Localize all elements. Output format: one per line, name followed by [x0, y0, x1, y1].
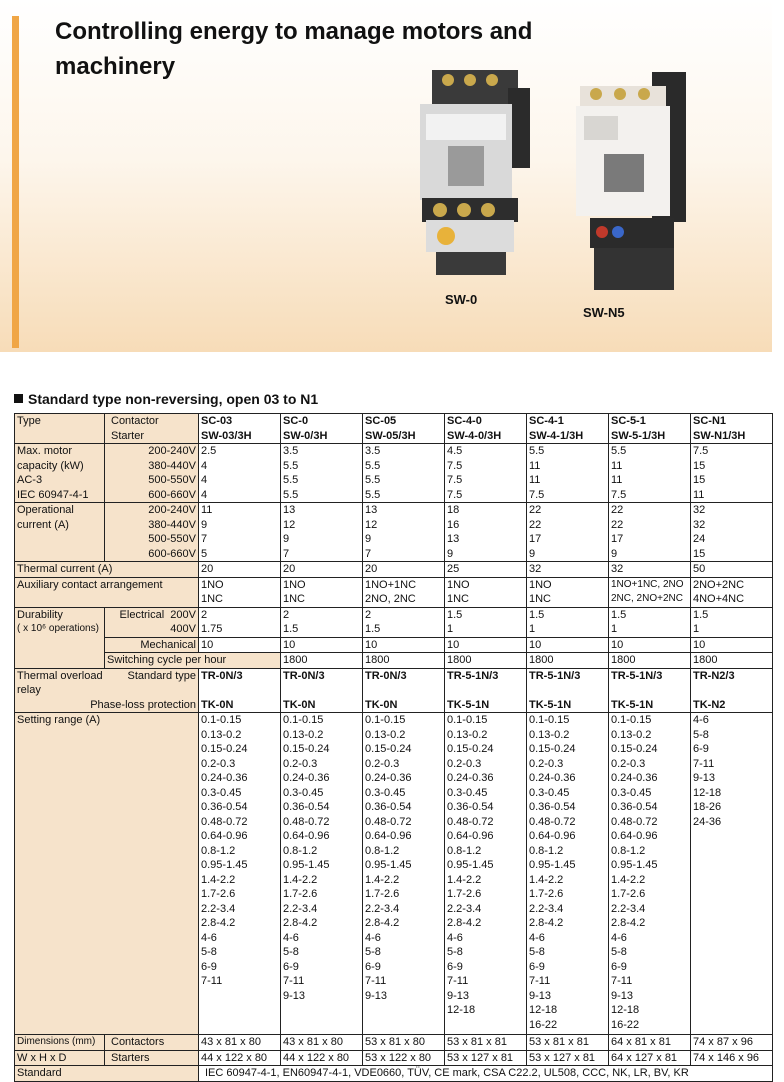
- setting-range-value: 6-9: [201, 960, 217, 973]
- setting-range-value: 4-6: [611, 931, 627, 944]
- cell-ranges: [363, 713, 445, 1035]
- cell-dim: 53 x 127 x 81: [527, 1050, 609, 1066]
- setting-range-value: 1.4-2.2: [447, 873, 482, 886]
- row-durability-mechanical: [15, 637, 773, 653]
- setting-range-value: 0.64-0.96: [283, 830, 330, 842]
- bullet-square-icon: [14, 394, 23, 403]
- setting-range-value: 1.7-2.6: [201, 888, 236, 900]
- setting-range-value: 0.2-0.3: [447, 757, 482, 770]
- cell-durability: 2 1.5: [281, 607, 363, 637]
- setting-range-value: 0.8-1.2: [611, 844, 646, 857]
- cell-durability: 1.5 1: [691, 607, 773, 637]
- setting-range-value: 7-11: [365, 975, 387, 987]
- setting-range-value: 6-9: [693, 743, 709, 755]
- setting-range-value: 0.15-0.24: [283, 743, 330, 755]
- setting-range-value: 1.7-2.6: [283, 888, 318, 900]
- cell-current: 13 12 9 7: [281, 503, 363, 562]
- cell-mech: 10: [363, 637, 445, 653]
- cell-dim: 53 x 81 x 80: [363, 1035, 445, 1051]
- setting-range-value: 0.15-0.24: [529, 743, 576, 755]
- product-label-sw0: SW-0: [445, 292, 478, 307]
- setting-range-value: 0.64-0.96: [611, 830, 658, 842]
- setting-range-value: 0.3-0.45: [365, 786, 406, 799]
- cell-model: SC-4-1 SW-4-1/3H: [527, 414, 609, 444]
- setting-range-value: 0.15-0.24: [201, 743, 248, 755]
- row-overload-relay: [15, 668, 773, 713]
- setting-range-value: 0.1-0.15: [365, 714, 406, 726]
- cell-motor: 4.5 7.5 7.5 7.5: [445, 444, 527, 503]
- cell-standard-label: Standard: [15, 1066, 199, 1082]
- cell-dimensions-label: Dimensions (mm): [15, 1035, 105, 1051]
- setting-range-value: 0.64-0.96: [529, 830, 576, 842]
- setting-range-value: 2.8-4.2: [283, 917, 318, 929]
- setting-range-value: 0.24-0.36: [201, 772, 248, 784]
- spec-table: [14, 413, 773, 1082]
- row-thermal-current: [15, 562, 773, 578]
- cell-mech: 10: [609, 637, 691, 653]
- row-durability-electrical: [15, 607, 773, 637]
- setting-range-value: 2.8-4.2: [447, 917, 482, 929]
- accent-bar: [12, 16, 19, 348]
- cell-dim: 44 x 122 x 80: [281, 1050, 363, 1066]
- cell-dim: 64 x 127 x 81: [609, 1050, 691, 1066]
- setting-range-value: 0.36-0.54: [365, 801, 412, 813]
- cell-ranges: [445, 713, 527, 1035]
- setting-range-value: 9-13: [693, 772, 716, 784]
- row-type: [15, 414, 773, 444]
- cell-relay: TR-5-1N/3 TK-5-1N: [445, 668, 527, 713]
- cell-aux: 1NO 1NC: [281, 577, 363, 607]
- cell-relay: TR-0N/3 TK-0N: [199, 668, 281, 713]
- cell-durability: 2 1.75: [199, 607, 281, 637]
- cell-thermal: 25: [445, 562, 527, 578]
- cell-ranges: [199, 713, 281, 1035]
- setting-range-value: 4-6: [447, 931, 463, 944]
- contactor-sw0-image: [412, 70, 530, 275]
- setting-range-value: 2.2-3.4: [365, 902, 400, 915]
- setting-range-value: 9-13: [611, 989, 634, 1002]
- cell-dim: 53 x 81 x 81: [527, 1035, 609, 1051]
- cell-electrical-label: Electrical 200V 400V: [105, 607, 199, 637]
- setting-range-value: 0.13-0.2: [365, 728, 406, 741]
- setting-range-value: 9-13: [365, 989, 388, 1002]
- cell-aux: 2NO+2NC 4NO+4NC: [691, 577, 773, 607]
- setting-range-value: 0.8-1.2: [365, 844, 400, 857]
- setting-range-value: 0.1-0.15: [447, 714, 488, 726]
- setting-range-value: 0.48-0.72: [201, 815, 248, 828]
- setting-range-value: 24-36: [693, 815, 722, 828]
- cell-switch: 1800: [363, 653, 445, 669]
- setting-range-value: 0.13-0.2: [283, 728, 324, 741]
- setting-range-value: 18-26: [693, 801, 722, 813]
- cell-setting-label: Setting range (A): [15, 713, 199, 1035]
- setting-range-value: 0.36-0.54: [529, 801, 576, 813]
- setting-range-value: 2.8-4.2: [201, 917, 236, 929]
- setting-range-value: 0.2-0.3: [529, 757, 564, 770]
- setting-range-value: 0.2-0.3: [365, 757, 400, 770]
- setting-range-value: 1.7-2.6: [611, 888, 646, 900]
- cell-dim: 74 x 146 x 96: [691, 1050, 773, 1066]
- cell-current: 32 32 24 15: [691, 503, 773, 562]
- cell-relay: TR-0N/3 TK-0N: [281, 668, 363, 713]
- setting-range-value: 0.15-0.24: [365, 743, 412, 755]
- cell-type-label: Type: [15, 414, 105, 444]
- cell-relay: TR-0N/3 TK-0N: [363, 668, 445, 713]
- setting-range-value: 1.4-2.2: [611, 873, 646, 886]
- setting-range-value: 0.48-0.72: [611, 815, 658, 828]
- cell-switch: 1800: [281, 653, 363, 669]
- setting-range-value: 0.2-0.3: [201, 757, 236, 770]
- setting-range-value: 6-9: [365, 960, 381, 973]
- setting-range-value: 0.13-0.2: [611, 728, 652, 741]
- cell-voltages: 200-240V 380-440V 500-550V 600-660V: [105, 503, 199, 562]
- cell-ranges: [691, 713, 773, 1035]
- setting-range-value: 12-18: [529, 1004, 558, 1016]
- cell-motor: 7.5 15 15 11: [691, 444, 773, 503]
- setting-range-value: 7-11: [447, 975, 469, 987]
- setting-range-value: 0.24-0.36: [283, 772, 330, 784]
- setting-range-value: 0.36-0.54: [447, 801, 494, 813]
- setting-range-value: 0.13-0.2: [447, 728, 488, 741]
- cell-thermal-label: Thermal current (A): [15, 562, 199, 578]
- setting-range-value: 0.95-1.45: [365, 859, 412, 871]
- cell-thermal: 32: [609, 562, 691, 578]
- setting-range-value: 4-6: [365, 931, 381, 944]
- setting-range-value: 2.8-4.2: [529, 917, 564, 929]
- cell-model: SC-05 SW-05/3H: [363, 414, 445, 444]
- cell-durability: 1.5 1: [527, 607, 609, 637]
- setting-range-value: 0.3-0.45: [201, 786, 242, 799]
- cell-switch: 1800: [691, 653, 773, 669]
- setting-range-value: 16-22: [529, 1018, 558, 1031]
- setting-range-value: 0.36-0.54: [201, 801, 248, 813]
- setting-range-value: 0.8-1.2: [447, 844, 482, 857]
- setting-range-value: 0.15-0.24: [611, 743, 658, 755]
- cell-relay: TR-N2/3 TK-N2: [691, 668, 773, 713]
- cell-dim: 53 x 127 x 81: [445, 1050, 527, 1066]
- cell-model: SC-5-1 SW-5-1/3H: [609, 414, 691, 444]
- row-switching: [15, 653, 773, 669]
- cell-thermal: 20: [363, 562, 445, 578]
- cell-thermal: 50: [691, 562, 773, 578]
- cell-relay: TR-5-1N/3 TK-5-1N: [609, 668, 691, 713]
- setting-range-value: 5-8: [201, 946, 217, 958]
- setting-range-value: 5-8: [611, 946, 627, 958]
- setting-range-value: 1.4-2.2: [201, 873, 236, 886]
- cell-durability: 1.5 1: [609, 607, 691, 637]
- cell-overload-label: Thermal overload Standard type relay Phase-loss protection: [15, 668, 199, 713]
- setting-range-value: 1.7-2.6: [447, 888, 482, 900]
- setting-range-value: 0.64-0.96: [365, 830, 412, 842]
- row-setting-range: [15, 713, 773, 1035]
- setting-range-value: 0.48-0.72: [283, 815, 330, 828]
- cell-model: SC-4-0 SW-4-0/3H: [445, 414, 527, 444]
- setting-range-value: 0.95-1.45: [611, 859, 658, 871]
- cell-thermal: 32: [527, 562, 609, 578]
- setting-range-value: 7-11: [611, 975, 633, 987]
- setting-range-value: 9-13: [447, 989, 470, 1002]
- cell-type-sub: Contactor Starter: [105, 414, 199, 444]
- cell-motor: 3.5 5.5 5.5 5.5: [281, 444, 363, 503]
- setting-range-value: 4-6: [283, 931, 299, 944]
- setting-range-value: 12-18: [693, 786, 722, 799]
- cell-current: 11 9 7 5: [199, 503, 281, 562]
- setting-range-value: 0.64-0.96: [201, 830, 248, 842]
- setting-range-value: 9-13: [529, 989, 552, 1002]
- cell-starters-label: Starters: [105, 1050, 199, 1066]
- cell-aux: 1NO 1NC: [199, 577, 281, 607]
- cell-dim: 43 x 81 x 80: [199, 1035, 281, 1051]
- setting-range-value: 7-11: [283, 975, 305, 987]
- cell-model: SC-N1 SW-N1/3H: [691, 414, 773, 444]
- setting-range-value: 0.15-0.24: [447, 743, 494, 755]
- cell-durability: 1.5 1: [445, 607, 527, 637]
- setting-range-value: 0.8-1.2: [201, 844, 236, 857]
- setting-range-value: 0.95-1.45: [201, 859, 248, 871]
- cell-switch: 1800: [527, 653, 609, 669]
- cell-thermal: 20: [199, 562, 281, 578]
- cell-durability-label: Durability ( x 10⁶ operations): [15, 607, 105, 668]
- cell-operational-label: Operational current (A): [15, 503, 105, 562]
- cell-max-motor-label: Max. motor capacity (kW) AC-3 IEC 60947-4-1: [15, 444, 105, 503]
- contactor-swn5-image: [574, 72, 686, 290]
- cell-ranges: [527, 713, 609, 1035]
- setting-range-value: 0.24-0.36: [611, 772, 658, 784]
- setting-range-value: 0.95-1.45: [529, 859, 576, 871]
- row-operational-current: [15, 503, 773, 562]
- cell-relay: TR-5-1N/3 TK-5-1N: [527, 668, 609, 713]
- cell-whd-label: W x H x D: [15, 1050, 105, 1066]
- cell-voltages: 200-240V 380-440V 500-550V 600-660V: [105, 444, 199, 503]
- setting-range-value: 2.2-3.4: [283, 902, 318, 915]
- setting-range-value: 0.48-0.72: [447, 815, 494, 828]
- setting-range-value: 2.2-3.4: [611, 902, 646, 915]
- setting-range-value: 0.24-0.36: [365, 772, 412, 784]
- setting-range-value: 0.24-0.36: [447, 772, 494, 784]
- setting-range-value: 0.3-0.45: [611, 786, 652, 799]
- cell-dim: 44 x 122 x 80: [199, 1050, 281, 1066]
- setting-range-value: 1.7-2.6: [365, 888, 400, 900]
- setting-range-value: 6-9: [447, 960, 463, 973]
- cell-ranges: [609, 713, 691, 1035]
- cell-dim: 53 x 81 x 81: [445, 1035, 527, 1051]
- cell-mechanical-label: Mechanical: [105, 637, 199, 653]
- cell-model: SC-0 SW-0/3H: [281, 414, 363, 444]
- section-title-text: Standard type non-reversing, open 03 to N1: [28, 391, 319, 407]
- setting-range-value: 0.1-0.15: [283, 714, 324, 726]
- setting-range-value: 0.8-1.2: [529, 844, 564, 857]
- cell-aux: 1NO+1NC, 2NO 2NC, 2NO+2NC: [609, 577, 691, 607]
- cell-mech: 10: [527, 637, 609, 653]
- cell-model: SC-03 SW-03/3H: [199, 414, 281, 444]
- setting-range-value: 4-6: [529, 931, 545, 944]
- row-auxiliary: [15, 577, 773, 607]
- setting-range-value: 0.36-0.54: [283, 801, 330, 813]
- cell-mech: 10: [199, 637, 281, 653]
- cell-switch: 1800: [445, 653, 527, 669]
- cell-standard-value: IEC 60947-4-1, EN60947-4-1, VDE0660, TÜV, CE mark, CSA C22.2, UL508, CCC, NK, LR, BV, KR: [199, 1066, 773, 1082]
- setting-range-value: 0.95-1.45: [283, 859, 330, 871]
- setting-range-value: 5-8: [365, 946, 381, 958]
- product-label-swn5: SW-N5: [583, 305, 625, 320]
- cell-aux: 1NO 1NC: [527, 577, 609, 607]
- setting-range-value: 2.2-3.4: [201, 902, 236, 915]
- row-standard: [15, 1066, 773, 1082]
- setting-range-value: 1.7-2.6: [529, 888, 564, 900]
- cell-aux: 1NO+1NC 2NO, 2NC: [363, 577, 445, 607]
- setting-range-value: 7-11: [693, 757, 715, 770]
- setting-range-value: 4-6: [693, 714, 709, 726]
- cell-switch: 1800: [609, 653, 691, 669]
- cell-mech: 10: [691, 637, 773, 653]
- cell-thermal: 20: [281, 562, 363, 578]
- setting-range-value: 2.2-3.4: [447, 902, 482, 915]
- setting-range-value: 0.1-0.15: [529, 714, 570, 726]
- section-title: [14, 391, 318, 407]
- setting-range-value: 12-18: [447, 1004, 476, 1016]
- setting-range-value: 6-9: [283, 960, 299, 973]
- cell-durability: 2 1.5: [363, 607, 445, 637]
- cell-aux: 1NO 1NC: [445, 577, 527, 607]
- setting-range-value: 7-11: [529, 975, 551, 987]
- setting-range-value: 6-9: [529, 960, 545, 973]
- setting-range-value: 0.48-0.72: [365, 815, 412, 828]
- cell-contactors-label: Contactors: [105, 1035, 199, 1051]
- setting-range-value: 0.3-0.45: [447, 786, 488, 799]
- setting-range-value: 1.4-2.2: [365, 873, 400, 886]
- cell-dim: 64 x 81 x 81: [609, 1035, 691, 1051]
- setting-range-value: 6-9: [611, 960, 627, 973]
- setting-range-value: 5-8: [283, 946, 299, 958]
- cell-mech: 10: [445, 637, 527, 653]
- cell-current: 18 16 13 9: [445, 503, 527, 562]
- row-dimensions-contactors: [15, 1035, 773, 1051]
- setting-range-value: 0.3-0.45: [283, 786, 324, 799]
- cell-current: 13 12 9 7: [363, 503, 445, 562]
- cell-switching-label: Switching cycle per hour: [105, 653, 281, 669]
- setting-range-value: 5-8: [529, 946, 545, 958]
- setting-range-value: 0.36-0.54: [611, 801, 658, 813]
- setting-range-value: 1.4-2.2: [283, 873, 318, 886]
- cell-motor: 5.5 11 11 7.5: [527, 444, 609, 503]
- cell-dim: 53 x 122 x 80: [363, 1050, 445, 1066]
- cell-motor: 5.5 11 11 7.5: [609, 444, 691, 503]
- page-title: Controlling energy to manage motors and machinery: [55, 18, 533, 80]
- cell-motor: 3.5 5.5 5.5 5.5: [363, 444, 445, 503]
- setting-range-value: 9-13: [283, 989, 306, 1002]
- setting-range-value: 2.2-3.4: [529, 902, 564, 915]
- setting-range-value: 16-22: [611, 1018, 640, 1031]
- setting-range-value: 0.1-0.15: [611, 714, 652, 726]
- setting-range-value: 0.13-0.2: [529, 728, 570, 741]
- setting-range-value: 0.95-1.45: [447, 859, 494, 871]
- setting-range-value: 0.3-0.45: [529, 786, 570, 799]
- cell-ranges: [281, 713, 363, 1035]
- setting-range-value: 0.2-0.3: [611, 757, 646, 770]
- row-dimensions-starters: [15, 1050, 773, 1066]
- setting-range-value: 5-8: [447, 946, 463, 958]
- cell-mech: 10: [281, 637, 363, 653]
- hero-banner: [0, 0, 772, 352]
- setting-range-value: 12-18: [611, 1004, 640, 1016]
- setting-range-value: 1.4-2.2: [529, 873, 564, 886]
- setting-range-value: 0.64-0.96: [447, 830, 494, 842]
- cell-dim: 43 x 81 x 80: [281, 1035, 363, 1051]
- setting-range-value: 0.2-0.3: [283, 757, 318, 770]
- spec-sheet: [14, 413, 772, 1079]
- setting-range-value: 0.8-1.2: [283, 844, 318, 857]
- setting-range-value: 5-8: [693, 728, 709, 741]
- cell-motor: 2.5 4 4 4: [199, 444, 281, 503]
- setting-range-value: 0.13-0.2: [201, 728, 242, 741]
- setting-range-value: 0.1-0.15: [201, 714, 242, 726]
- setting-range-value: 2.8-4.2: [611, 917, 646, 929]
- setting-range-value: 7-11: [201, 975, 223, 987]
- cell-dim: 74 x 87 x 96: [691, 1035, 773, 1051]
- setting-range-value: 0.24-0.36: [529, 772, 576, 784]
- cell-auxiliary-label: Auxiliary contact arrangement: [15, 577, 199, 607]
- cell-current: 22 22 17 9: [527, 503, 609, 562]
- setting-range-value: 4-6: [201, 931, 217, 944]
- setting-range-value: 2.8-4.2: [365, 917, 400, 929]
- cell-current: 22 22 17 9: [609, 503, 691, 562]
- row-max-motor: [15, 444, 773, 503]
- setting-range-value: 0.48-0.72: [529, 815, 576, 828]
